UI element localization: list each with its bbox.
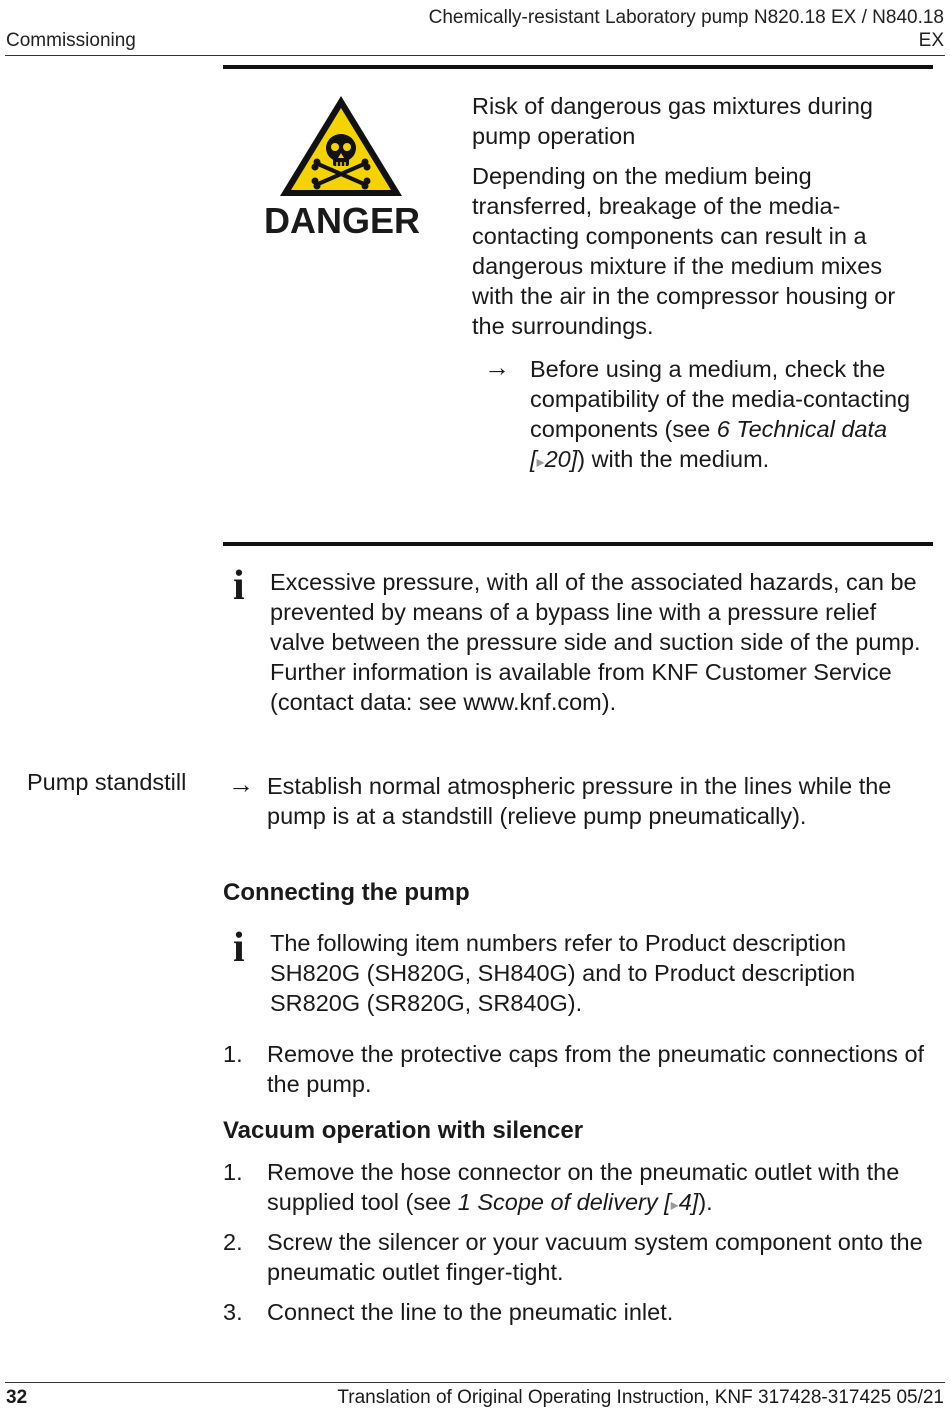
danger-action-suffix: ) with the medium. [577,446,770,472]
step-number: 1. [223,1041,243,1067]
header-rule [5,55,945,56]
step-number: 3. [223,1299,243,1325]
step-ref-page: 4] [678,1189,699,1215]
danger-title: Risk of dangerous gas mixtures during pump operation [472,93,874,149]
skull-warning-icon [276,92,406,202]
page-number: 32 [6,1387,28,1408]
footer-rule [5,1382,945,1383]
step-number: 2. [223,1229,243,1255]
danger-text: Depending on the medium being transferred, breakage of the media-contacting components can result in a dangerous mixture if the medium mixes with the air in the compressor housing or the surroundings. [472,163,896,339]
arrow-right-icon: → [228,769,254,799]
standstill-instruction: Establish normal atmospheric pressure in the lines while the pump is at a standstill (relieve pump pneumatically). [267,773,892,829]
danger-action-ref-page: 20] [544,446,578,472]
danger-label: DANGER [263,200,420,241]
step-screw-silencer: Screw the silencer or your vacuum system component onto the pneumatic outlet finger-tight. [267,1229,923,1285]
step-remove-caps: Remove the protective caps from the pneumatic connections of the pump. [267,1041,925,1097]
header-product-title [429,6,944,52]
arrow-right-icon: → [484,352,510,382]
section-heading-connecting: Connecting the pump [223,879,470,906]
info-icon: i [233,563,245,609]
info-text-pressure: Excessive pressure, with all of the associated hazards, can be prevented by means of a bypass line with a pressure relief valve between the pressure side and suction side of the pump. Further information is available from KNF Customer Service (contact data: see www.knf.com). [270,569,921,715]
header-section: Commissioning [6,30,136,51]
step-connect-line: Connect the line to the pneumatic inlet. [267,1299,674,1325]
danger-action-ref-text: 6 Technical data [ [530,416,888,472]
side-label-pump-standstill: Pump standstill [27,769,187,795]
step-number: 1. [223,1159,243,1185]
step-ref-text: 1 Scope of delivery [ [457,1189,671,1215]
step-remove-hose-connector [267,1157,937,1221]
footer-doc-info: Translation of Original Operating Instruction, KNF 317428-317425 05/21 [337,1387,944,1408]
danger-top-rule [223,65,933,69]
danger-action-prefix: Before using a medium, check the compatibility of the media-contacting components (see [530,356,911,442]
section-heading-vacuum: Vacuum operation with silencer [223,1117,584,1144]
header-product-line1: Chemically-resistant Laboratory pump N820.18 EX / N840.18 [428,7,944,28]
danger-bottom-rule [223,542,933,546]
step-prefix: Remove the hose connector on the pneumatic outlet with the supplied tool (see [267,1159,900,1215]
ref-triangle-icon: ▸ [536,454,545,471]
info-icon: i [233,925,245,971]
header-product-line2: EX [918,30,944,51]
info-text-item-numbers: The following item numbers refer to Product description SH820G (SH820G, SH840G) and to Product description SR820G (SR820G, SR840G). [270,930,856,1016]
danger-action [530,354,925,478]
step-ref-scope-of-delivery[interactable] [458,1189,699,1215]
step-suffix: ). [698,1189,713,1215]
ref-triangle-icon: ▸ [670,1197,679,1214]
